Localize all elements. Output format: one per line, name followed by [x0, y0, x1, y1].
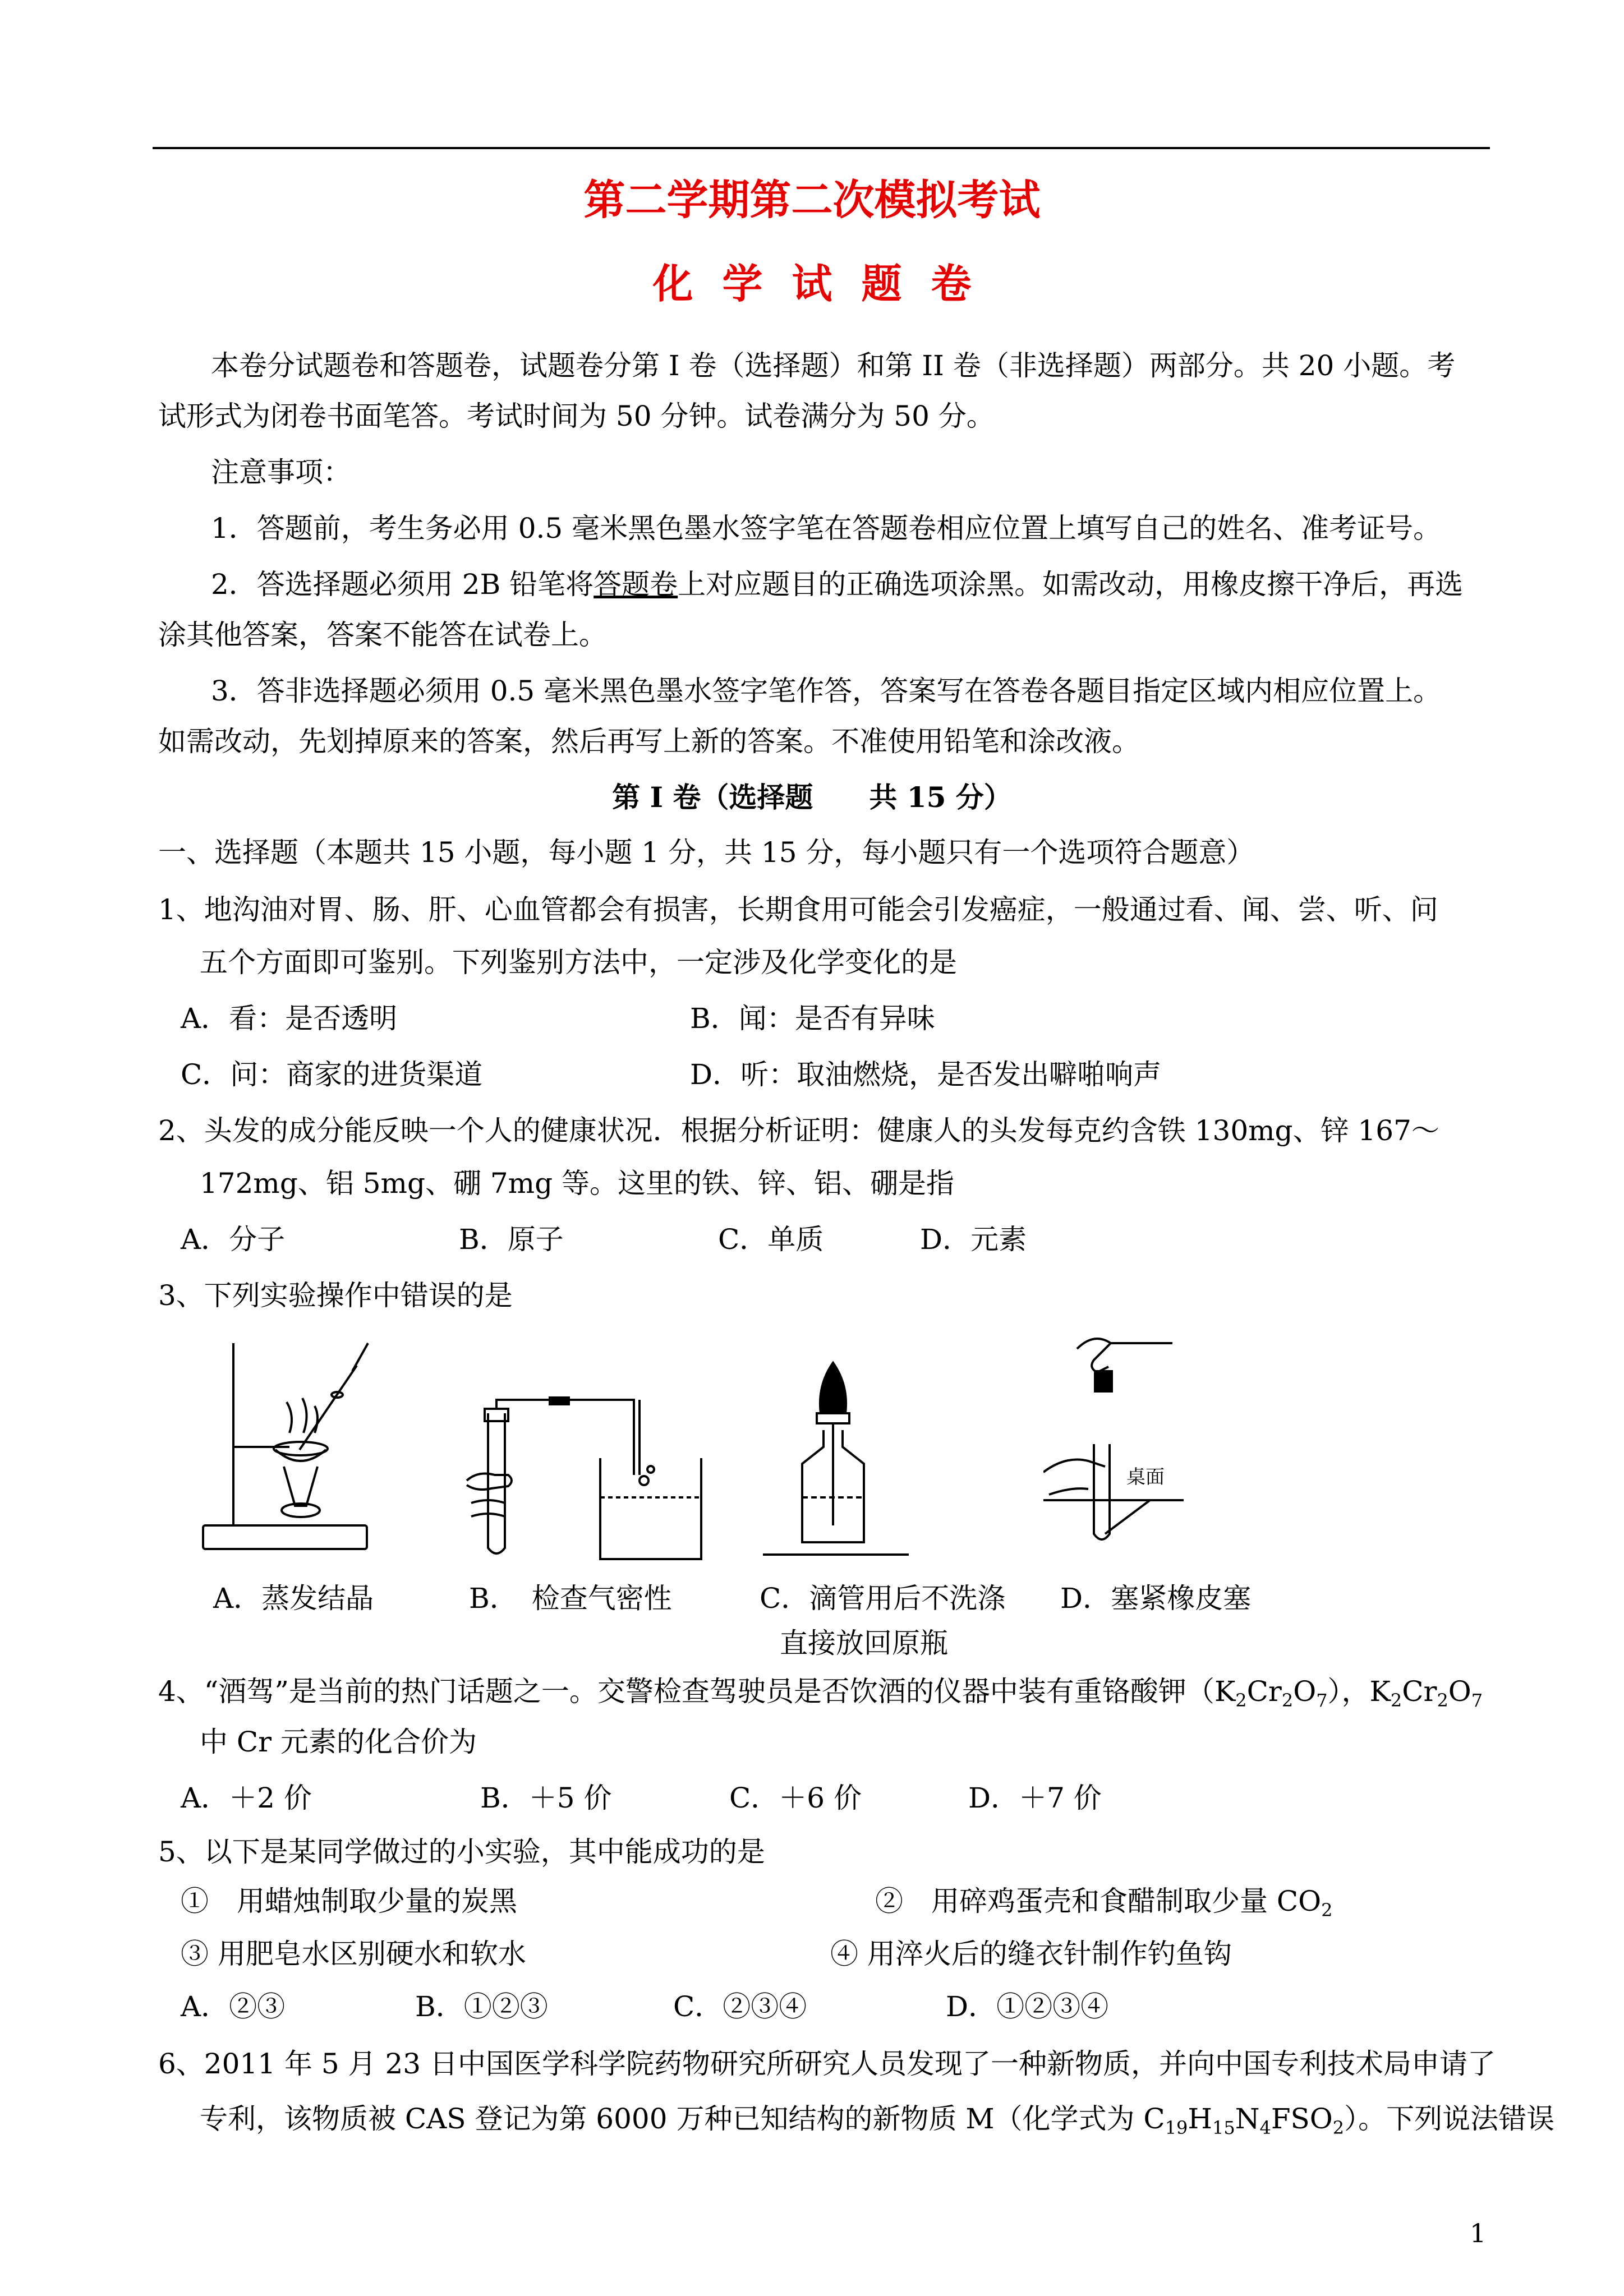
q5-item-3: ③ 用肥皂水区别硬水和软水	[181, 1938, 526, 1970]
q4-line-2: 中 Cr 元素的化合价为	[200, 1726, 477, 1758]
q3-option-d: D．塞紧橡皮塞	[1060, 1582, 1252, 1615]
q3-option-c-line-2: 直接放回原瓶	[780, 1627, 948, 1659]
q5-option-b: B．①②③	[415, 1990, 548, 2023]
q5-item-1: ① 用蜡烛制取少量的炭黑	[181, 1885, 517, 1917]
q2-line-2: 172mg、铝 5mg、硼 7mg 等。这里的铁、锌、铝、硼是指	[200, 1167, 954, 1200]
q5-item-4: ④ 用淬火后的缝衣针制作钓鱼钩	[830, 1938, 1232, 1970]
q1-option-a: A．看：是否透明	[181, 1002, 398, 1035]
figure-stopper	[1043, 1332, 1189, 1556]
figure-evaporation	[200, 1332, 374, 1567]
page-subtitle: 化学试题卷	[652, 260, 1001, 307]
top-rule	[153, 147, 1490, 149]
q3-option-b: B． 检查气密性	[469, 1582, 672, 1615]
answer-sheet-underlined: 答题卷	[594, 568, 678, 601]
page-number: 1	[1470, 2218, 1487, 2248]
q6-line-1: 6、2011 年 5 月 23 日中国医学科学院药物研究所研究人员发现了一种新物质，并向中国专利技术局申请了	[158, 2048, 1496, 2080]
note-2-line-2: 涂其他答案，答案不能答在试卷上。	[158, 619, 607, 651]
q3-option-c: C．滴管用后不洗涤	[760, 1582, 1006, 1615]
q4-option-b: B．＋5 价	[480, 1782, 612, 1814]
q6-line-2: 专利，该物质被 CAS 登记为第 6000 万种已知结构的新物质 M（化学式为 $C_{19}H_{15}N_4FSO_2$）。下列说法错误	[200, 2103, 1555, 2138]
q4-option-c: C．＋6 价	[729, 1782, 862, 1814]
section-instruction: 一、选择题（本题共 15 小题，每小题 1 分，共 15 分，每小题只有一个选项符合题意）	[158, 836, 1255, 869]
note-1: 1．答题前，考生务必用 0.5 毫米黑色墨水签字笔在答题卷相应位置上填写自己的姓名、准考证号。	[211, 512, 1442, 545]
q2-line-1: 2、头发的成分能反映一个人的健康状况．根据分析证明：健康人的头发每克约含铁 130mg、锌 167～	[158, 1114, 1439, 1147]
q2-option-d: D．元素	[920, 1223, 1027, 1256]
intro-line-2: 试形式为闭卷书面笔答。考试时间为 50 分钟。试卷满分为 50 分。	[158, 400, 995, 432]
q4-line-1: 4、“酒驾”是当前的热门话题之一。交警检查驾驶员是否饮酒的仪器中装有重铬酸钾$(K_2Cr_2O_7)$，$K_2Cr_2O_7$	[158, 1675, 1483, 1711]
compound-m-formula: $C_{19}H_{15}N_4FSO_2$	[1143, 2103, 1345, 2138]
note-3-line-1: 3．答非选择题必须用 0.5 毫米黑色墨水签字笔作答，答案写在答卷各题目指定区域内相应位置上。	[211, 675, 1442, 707]
q2-option-a: A．分子	[181, 1223, 286, 1256]
q4-option-a: A．＋2 价	[181, 1782, 312, 1814]
page-title: 第二学期第二次模拟考试	[583, 176, 1041, 224]
q5-option-a: A．②③	[181, 1990, 286, 2023]
q5-option-d: D．①②③④	[946, 1990, 1109, 2023]
note-3-line-2: 如需改动，先划掉原来的答案，然后再写上新的答案。不准使用铅笔和涂改液。	[158, 725, 1140, 758]
notice-title: 注意事项：	[211, 456, 351, 488]
q1-option-d: D．听：取油燃烧，是否发出噼啪响声	[690, 1058, 1162, 1091]
q1-option-b: B．闻：是否有异味	[690, 1002, 935, 1035]
note-2-line-1: 2．答选择题必须用 2B 铅笔将答题卷上对应题目的正确选项涂黑。如需改动，用橡皮擦干净后，再选	[211, 568, 1464, 601]
q1-option-c: C．问：商家的进货渠道	[181, 1058, 483, 1091]
q3-option-a: A．蒸发结晶	[213, 1582, 374, 1615]
q4-option-d: D．＋7 价	[968, 1782, 1102, 1814]
q5-item-2: ② 用碎鸡蛋壳和食醋制取少量 $CO_2$	[875, 1885, 1333, 1921]
potassium-dichromate-formula-2: $K_2Cr_2O_7$	[1369, 1675, 1483, 1711]
q2-option-c: C．单质	[718, 1223, 824, 1256]
section-heading: 第 I 卷（选择题 共 15 分）	[612, 781, 1012, 814]
q2-option-b: B．原子	[459, 1223, 564, 1256]
q5-stem: 5、以下是某同学做过的小实验，其中能成功的是	[158, 1836, 765, 1868]
figure-airtightness	[466, 1396, 712, 1565]
q3-stem: 3、下列实验操作中错误的是	[158, 1279, 513, 1312]
intro-line-1: 本卷分试题卷和答题卷，试题卷分第 I 卷（选择题）和第 II 卷（非选择题）两部分。共 20 小题。考	[211, 349, 1456, 382]
table-surface-label: 桌面	[1126, 1466, 1165, 1488]
q1-line-1: 1、地沟油对胃、肠、肝、心血管都会有损害，长期食用可能会引发癌症，一般通过看、闻、尝、听、问	[158, 893, 1438, 926]
q5-option-c: C．②③④	[673, 1990, 807, 2023]
figure-dropper	[763, 1357, 909, 1565]
potassium-dichromate-formula-1: $K_2Cr_2O_7$	[1214, 1675, 1328, 1711]
q1-line-2: 五个方面即可鉴别。下列鉴别方法中，一定涉及化学变化的是	[200, 946, 957, 979]
